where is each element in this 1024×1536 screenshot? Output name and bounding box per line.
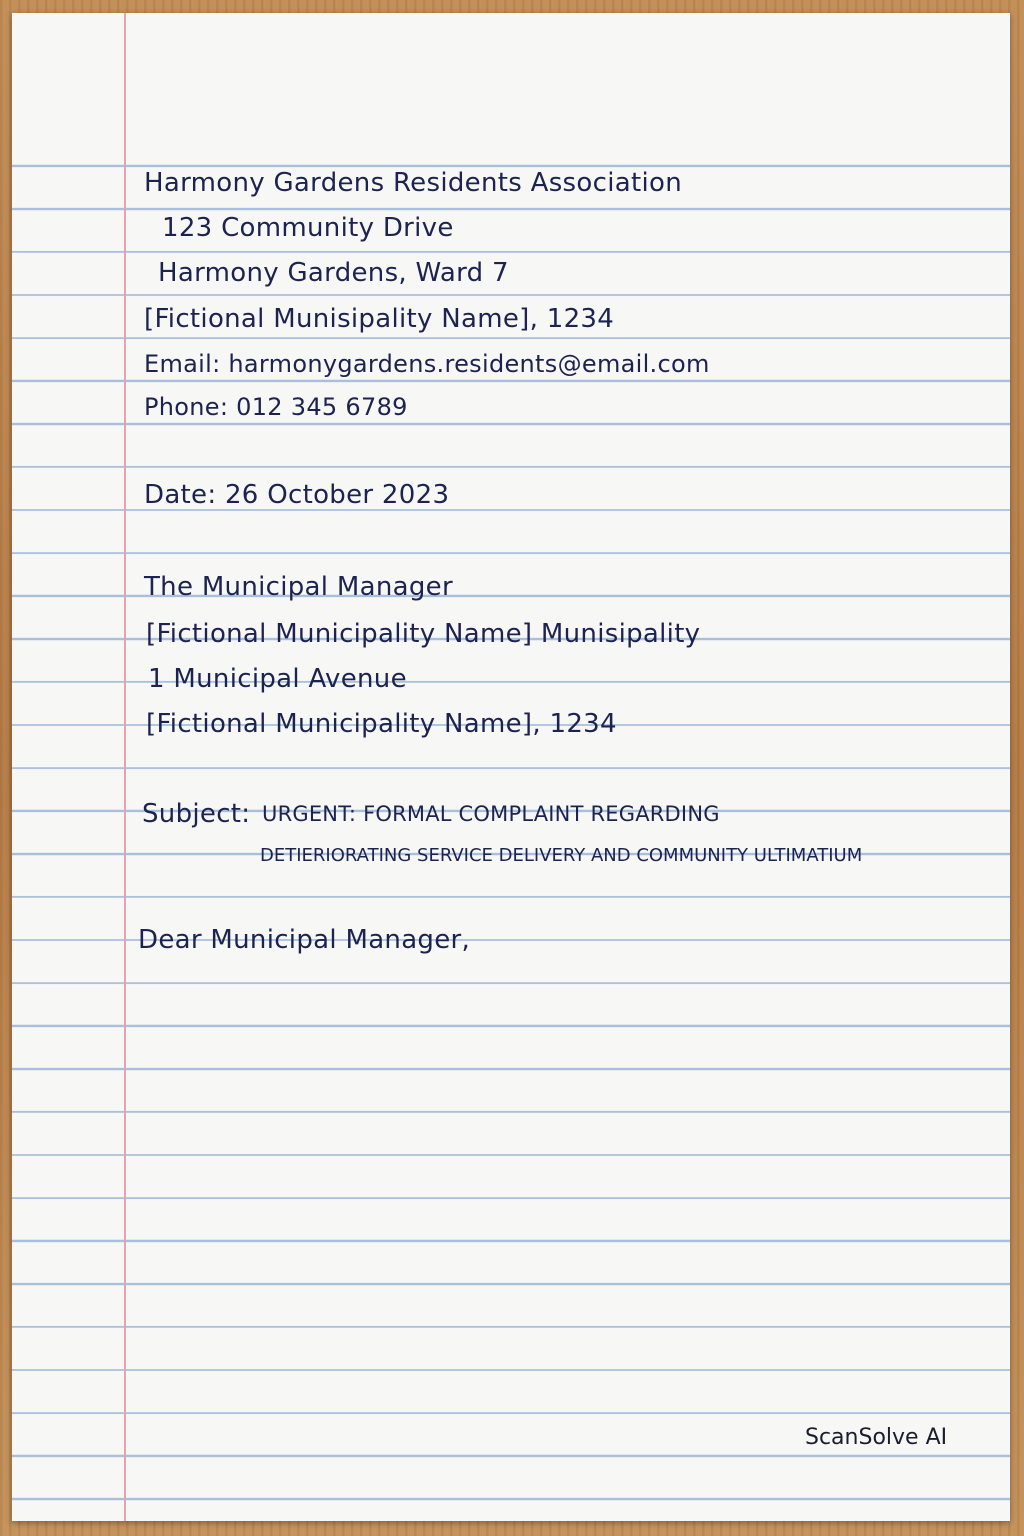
margin-line — [124, 13, 126, 1521]
salutation: Dear Municipal Manager, — [138, 925, 471, 955]
recipient-title: The Municipal Manager — [144, 572, 453, 602]
subject-label: Subject: — [142, 799, 251, 829]
sender-email-line: Email: harmonygardens.residents@email.com — [144, 350, 710, 378]
recipient-city-line: [Fictional Municipality Name], 1234 — [146, 709, 617, 739]
recipient-municipality: [Fictional Municipality Name] Munisipality — [146, 619, 701, 649]
sender-area: Harmony Gardens, Ward 7 — [158, 258, 509, 288]
recipient-street: 1 Municipal Avenue — [148, 664, 407, 694]
sender-city-line: [Fictional Munisipality Name], 1234 — [144, 304, 615, 334]
watermark: ScanSolve AI — [805, 1425, 948, 1450]
subject-line-1: URGENT: FORMAL COMPLAINT REGARDING — [262, 802, 720, 826]
sender-street: 123 Community Drive — [162, 213, 454, 243]
letter-date: Date: 26 October 2023 — [144, 480, 450, 510]
lined-paper-sheet — [12, 13, 1010, 1521]
sender-phone-line: Phone: 012 345 6789 — [144, 393, 408, 421]
sender-organization: Harmony Gardens Residents Association — [144, 168, 682, 198]
subject-line-2: DETIERIORATING SERVICE DELIVERY AND COMMUNITY ULTIMATIUM — [260, 845, 863, 866]
